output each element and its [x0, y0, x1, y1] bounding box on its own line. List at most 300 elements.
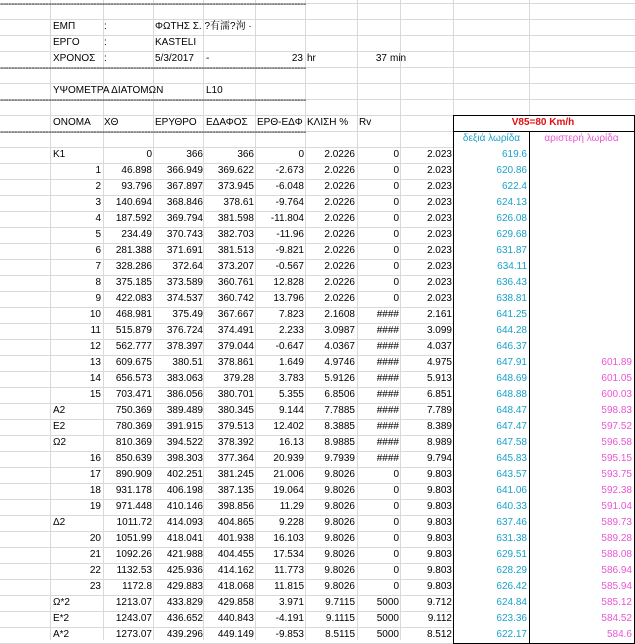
rv-value: 0	[393, 197, 399, 208]
station-name: Ω2	[53, 437, 67, 448]
rv-value: 0	[393, 213, 399, 224]
hours-value: 23	[291, 53, 303, 64]
left-lane-speed	[530, 307, 632, 323]
slope-value: 2.0226	[324, 165, 355, 176]
chainage-value: 1051.99	[115, 533, 152, 544]
station-number: 21	[89, 549, 101, 560]
difference-value: 5.355	[278, 389, 304, 400]
slope-value: 9.8026	[324, 501, 355, 512]
red-elevation-value: 406.198	[166, 485, 203, 496]
difference-value: 17.534	[273, 549, 304, 560]
chainage-value: 93.796	[121, 181, 152, 192]
red-elevation-value: 369.794	[166, 213, 203, 224]
left-lane-speed: 592.38	[601, 485, 632, 496]
left-lane-speed: 596.58	[601, 437, 632, 448]
chainage-value: 1011.72	[116, 517, 152, 528]
right-lane-speed: 634.11	[497, 261, 527, 272]
rounded-slope-value: 8.512	[426, 629, 452, 640]
right-lane-speed: 631.87	[496, 245, 527, 256]
ground-elevation-value: 418.068	[217, 581, 254, 592]
difference-value: -9.821	[275, 245, 304, 256]
left-lane-speed: 589.73	[601, 517, 632, 528]
station-name: A2	[53, 405, 66, 416]
station-number: 4	[95, 213, 101, 224]
right-lane-speed: 637.46	[496, 517, 527, 528]
difference-value: 11.773	[274, 565, 304, 576]
chainage-value: 850.639	[115, 453, 152, 464]
left-lane-speed: 585.12	[601, 597, 632, 608]
rounded-slope-value: 9.803	[426, 565, 452, 576]
rounded-slope-value: 9.794	[426, 453, 452, 464]
slope-value: 7.7885	[324, 405, 355, 416]
red-elevation-value: 373.589	[166, 277, 203, 288]
hours-label: hr	[307, 53, 316, 64]
rounded-slope-value: 9.112	[427, 613, 452, 624]
station-number: 18	[89, 485, 101, 496]
rounded-slope-value: 2.023	[426, 245, 452, 256]
right-lane-speed: 640.33	[496, 501, 527, 512]
left-lane-speed: 585.94	[601, 581, 632, 592]
chainage-value: 422.083	[115, 293, 152, 304]
rounded-slope-value: 4.037	[426, 341, 452, 352]
station-number	[53, 627, 101, 643]
ground-elevation-value: 378.392	[217, 437, 254, 448]
left-lane-speed	[530, 163, 632, 179]
left-lane-speed	[530, 339, 632, 355]
right-lane-speed: 641.25	[496, 309, 527, 320]
red-elevation-value: 368.846	[166, 197, 203, 208]
left-lane-speed: 593.75	[601, 469, 632, 480]
rounded-slope-value: 6.851	[426, 389, 452, 400]
right-lane-speed: 647.58	[496, 437, 527, 448]
difference-value: -9.853	[275, 629, 304, 640]
speed-header	[454, 115, 632, 131]
ground-elevation-value: 404.455	[217, 549, 254, 560]
xronos-colon: :	[104, 53, 107, 64]
rounded-slope-value: 2.023	[426, 229, 452, 240]
station-number	[53, 403, 101, 419]
rv-value: 5000	[376, 629, 399, 640]
right-lane-speed: 624.84	[496, 597, 527, 608]
slope-value: 2.0226	[324, 149, 355, 160]
station-number: 16	[89, 453, 101, 464]
right-lane-speed: 626.42	[496, 581, 527, 592]
difference-value: 20.939	[273, 453, 304, 464]
station-number: 23	[89, 581, 101, 592]
station-number: 6	[95, 245, 101, 256]
ground-elevation-value: 366	[237, 149, 254, 160]
rounded-slope-value: 9.803	[426, 517, 452, 528]
rv-value: ####	[376, 421, 399, 432]
minutes-value: 37	[375, 53, 387, 64]
slope-value: 9.8026	[324, 533, 355, 544]
ground-elevation-value: 380.345	[217, 405, 254, 416]
emp-label: ΕΜΠ	[53, 21, 76, 32]
station-number	[53, 595, 101, 611]
rounded-slope-value: 2.023	[426, 213, 452, 224]
right-lane-speed: 636.43	[496, 277, 527, 288]
slope-value: 6.8506	[324, 389, 355, 400]
difference-value: 3.971	[278, 597, 304, 608]
chainage-value: 1243.07	[115, 613, 152, 624]
ergo-value: KASTELI	[155, 37, 197, 48]
right-lane-speed: 647.47	[496, 421, 527, 432]
rv-value: 5000	[376, 597, 399, 608]
station-number: 13	[89, 357, 101, 368]
ground-elevation-value: 380.701	[217, 389, 254, 400]
chainage-value: 468.981	[115, 309, 152, 320]
red-elevation-value: 418.041	[166, 533, 203, 544]
slope-value: 9.7115	[325, 597, 355, 608]
right-lane-speed: 620.86	[496, 165, 527, 176]
xronos-date: 5/3/2017	[155, 53, 194, 64]
ground-elevation-value: 369.622	[217, 165, 254, 176]
chainage-value: 328.286	[115, 261, 152, 272]
slope-value: 9.8026	[324, 565, 355, 576]
column-header: ΕΡΘ-ΕΔΦ	[257, 117, 303, 128]
left-lane-speed	[530, 259, 632, 275]
ground-elevation-value: 379.28	[223, 373, 254, 384]
rounded-slope-value: 2.023	[426, 197, 452, 208]
xronos-dash: -	[206, 53, 210, 64]
ground-elevation-value: 414.162	[217, 565, 254, 576]
right-lane-speed: 629.68	[496, 229, 527, 240]
rv-value: ####	[376, 373, 399, 384]
left-lane-speed: 591.04	[601, 501, 632, 512]
difference-value: 11.815	[274, 581, 304, 592]
minutes-label: min	[390, 53, 407, 64]
chainage-value: 609.675	[115, 357, 152, 368]
right-lane-speed: 619.6	[501, 149, 527, 160]
ground-elevation-value: 360.742	[217, 293, 254, 304]
rounded-slope-value: 2.023	[426, 165, 452, 176]
slope-value: 9.8026	[324, 517, 355, 528]
rv-value: ####	[376, 453, 399, 464]
lane-right-header: δεξιά λωρίδα	[462, 133, 521, 144]
right-lane-speed: 648.88	[496, 389, 527, 400]
rounded-slope-value: 2.023	[426, 149, 452, 160]
dashed-separator: ------------------------------------------------------------------------------------------------------------	[0, 95, 306, 106]
difference-value: -4.191	[275, 613, 304, 624]
red-elevation-value: 436.652	[166, 613, 203, 624]
ground-elevation-value: 373.945	[217, 181, 254, 192]
rounded-slope-value: 2.161	[426, 309, 452, 320]
red-elevation-value: 394.522	[166, 437, 203, 448]
left-lane-speed: 595.15	[601, 453, 632, 464]
rv-value: 0	[393, 293, 399, 304]
ground-elevation-value: 404.865	[217, 517, 254, 528]
difference-value: 12.402	[273, 421, 304, 432]
slope-value: 2.0226	[324, 181, 355, 192]
rv-value: 0	[393, 229, 399, 240]
rounded-slope-value: 9.803	[426, 485, 452, 496]
red-elevation-value: 383.063	[166, 373, 203, 384]
left-lane-speed: 600.03	[601, 389, 632, 400]
chainage-value: 187.592	[115, 213, 152, 224]
rounded-slope-value: 8.989	[426, 437, 452, 448]
left-lane-speed	[530, 243, 632, 259]
difference-value: -6.048	[275, 181, 304, 192]
slope-value: 4.9746	[324, 357, 355, 368]
ground-elevation-value: 387.135	[217, 485, 254, 496]
station-name: Ω*2	[53, 597, 70, 608]
slope-value: 9.8026	[324, 549, 355, 560]
station-number: 22	[89, 565, 101, 576]
red-elevation-value: 421.988	[166, 549, 203, 560]
difference-value: -9.764	[275, 197, 304, 208]
rounded-slope-value: 2.023	[426, 181, 452, 192]
ground-elevation-value: 374.491	[217, 325, 254, 336]
right-lane-speed: 622.17	[496, 629, 527, 640]
difference-value: 11.29	[279, 501, 304, 512]
left-lane-speed: 601.89	[601, 357, 632, 368]
red-elevation-value: 389.489	[166, 405, 203, 416]
slope-value: 4.0367	[324, 341, 355, 352]
column-header: ΧΘ	[104, 117, 119, 128]
rv-value: ####	[376, 437, 399, 448]
slope-value: 5.9126	[324, 373, 355, 384]
difference-value: 16.13	[278, 437, 304, 448]
right-lane-speed: 623.36	[496, 613, 527, 624]
slope-value: 2.0226	[324, 213, 355, 224]
red-elevation-value: 398.303	[166, 453, 203, 464]
rv-value: 0	[393, 469, 399, 480]
station-number: 5	[95, 229, 101, 240]
column-header: ΚΛΙΣΗ %	[307, 117, 349, 128]
red-elevation-value: 374.537	[166, 293, 203, 304]
chainage-value: 780.369	[115, 421, 152, 432]
red-elevation-value: 391.915	[166, 421, 203, 432]
ground-elevation-value: 378.61	[223, 197, 254, 208]
chainage-value: 971.448	[115, 501, 152, 512]
ground-elevation-value: 429.858	[217, 597, 254, 608]
station-number	[53, 435, 101, 451]
rv-value: 0	[393, 245, 399, 256]
difference-value: 2.233	[278, 325, 304, 336]
rounded-slope-value: 9.803	[426, 549, 452, 560]
rounded-slope-value: 7.789	[426, 405, 452, 416]
red-elevation-value: 429.883	[166, 581, 203, 592]
rv-value: 0	[393, 533, 399, 544]
rv-value: ####	[376, 309, 399, 320]
rv-value: 0	[393, 181, 399, 192]
rounded-slope-value: 9.712	[426, 597, 452, 608]
red-elevation-value: 386.056	[166, 389, 203, 400]
ergo-label: ΕΡΓΟ	[53, 37, 80, 48]
left-lane-speed: 601.05	[601, 373, 632, 384]
rounded-slope-value: 2.023	[426, 277, 452, 288]
right-lane-speed: 622.4	[501, 181, 527, 192]
chainage-value: 931.178	[115, 485, 152, 496]
station-number: 10	[89, 309, 101, 320]
station-number	[53, 147, 101, 163]
slope-value: 9.7939	[324, 453, 355, 464]
station-number: 7	[95, 261, 101, 272]
red-elevation-value: 367.897	[166, 181, 203, 192]
left-lane-speed: 584.6	[606, 629, 632, 640]
chainage-value: 515.879	[115, 325, 152, 336]
section-label: ΥΨΟΜΕΤΡΑ ΔΙΑΤΟΜΩΝ	[53, 85, 164, 96]
ground-elevation-value: 377.364	[217, 453, 254, 464]
difference-value: -11.804	[270, 213, 304, 224]
red-elevation-value: 376.724	[166, 325, 203, 336]
difference-value: 21.006	[273, 469, 304, 480]
rv-value: 0	[393, 581, 399, 592]
right-lane-speed: 646.37	[496, 341, 527, 352]
red-elevation-value: 371.691	[166, 245, 203, 256]
difference-value: 1.649	[278, 357, 304, 368]
rv-value: 0	[393, 549, 399, 560]
chainage-value: 810.369	[115, 437, 152, 448]
ground-elevation-value: 398.856	[217, 501, 254, 512]
station-name: Δ2	[53, 517, 66, 528]
rv-value: 0	[393, 149, 399, 160]
station-name: E2	[53, 421, 66, 432]
emp-value: ΦΩΤΗΣ Σ. ?有濡?洵 ·	[155, 21, 252, 32]
rounded-slope-value: 8.389	[426, 421, 452, 432]
slope-value: 2.0226	[324, 261, 355, 272]
right-lane-speed: 643.57	[496, 469, 527, 480]
red-elevation-value: 433.829	[166, 597, 203, 608]
speed-header-text: V85=80 Km/h	[511, 117, 575, 128]
left-lane-speed	[530, 275, 632, 291]
chainage-value: 562.777	[115, 341, 152, 352]
station-number	[53, 419, 101, 435]
right-lane-speed: 626.08	[496, 213, 527, 224]
station-number: 19	[89, 501, 101, 512]
right-lane-speed: 638.81	[496, 293, 527, 304]
difference-value: 3.783	[278, 373, 304, 384]
red-elevation-value: 370.743	[166, 229, 203, 240]
difference-value: -0.647	[275, 341, 304, 352]
right-lane-speed: 631.38	[496, 533, 527, 544]
difference-value: 12.828	[273, 277, 304, 288]
column-header: ΕΡΥΘΡΟ	[155, 117, 197, 128]
chainage-value: 656.573	[115, 373, 152, 384]
difference-value: 9.144	[278, 405, 304, 416]
difference-value: 9.228	[278, 517, 304, 528]
section-code: L10	[206, 85, 223, 96]
chainage-value: 375.185	[115, 277, 152, 288]
rv-value: 0	[393, 501, 399, 512]
slope-value: 9.8026	[324, 485, 355, 496]
left-lane-speed: 589.28	[601, 533, 632, 544]
right-lane-speed: 645.83	[496, 453, 527, 464]
difference-value: 19.064	[273, 485, 304, 496]
difference-value: -0.567	[275, 261, 304, 272]
station-number: 9	[95, 293, 101, 304]
ground-elevation-value: 378.861	[217, 357, 254, 368]
ergo-colon: :	[104, 37, 107, 48]
left-lane-speed: 588.08	[601, 549, 632, 560]
left-lane-speed	[530, 291, 632, 307]
left-lane-speed: 586.94	[601, 565, 632, 576]
right-lane-speed: 648.69	[496, 373, 527, 384]
rv-value: 0	[393, 277, 399, 288]
chainage-value: 140.694	[115, 197, 152, 208]
right-lane-speed: 648.47	[496, 405, 527, 416]
ground-elevation-value: 367.667	[217, 309, 254, 320]
left-lane-speed	[530, 179, 632, 195]
rv-value: 5000	[376, 613, 399, 624]
rounded-slope-value: 9.803	[426, 501, 452, 512]
rounded-slope-value: 4.975	[426, 357, 452, 368]
right-lane-speed: 647.91	[496, 357, 527, 368]
ground-elevation-value: 381.598	[217, 213, 254, 224]
red-elevation-value: 378.397	[166, 341, 203, 352]
station-number: 1	[95, 165, 101, 176]
left-lane-speed: 584.52	[601, 613, 632, 624]
column-header: ΕΔΑΦΟΣ	[206, 117, 248, 128]
slope-value: 3.0987	[324, 325, 355, 336]
chainage-value: 281.388	[115, 245, 152, 256]
rounded-slope-value: 9.803	[426, 469, 452, 480]
red-elevation-value: 425.936	[166, 565, 203, 576]
station-number: 17	[89, 469, 101, 480]
rounded-slope-value: 9.803	[426, 533, 452, 544]
left-lane-speed	[530, 211, 632, 227]
ground-elevation-value: 401.938	[217, 533, 254, 544]
dashed-separator: ------------------------------------------------------------------------------------------------------------	[0, 0, 306, 10]
station-number	[53, 515, 101, 531]
difference-value: 16.103	[273, 533, 304, 544]
station-number: 20	[89, 533, 101, 544]
chainage-value: 46.898	[121, 165, 152, 176]
left-lane-speed	[530, 195, 632, 211]
column-gridline	[357, 0, 358, 640]
chainage-value: 890.909	[115, 469, 152, 480]
left-lane-speed	[530, 147, 632, 163]
rv-value: 0	[393, 261, 399, 272]
slope-value: 8.9885	[324, 437, 355, 448]
station-name: E*2	[53, 613, 70, 624]
column-gridline	[400, 0, 401, 640]
station-number	[53, 611, 101, 627]
station-name: K1	[53, 149, 66, 160]
ground-elevation-value: 373.207	[217, 261, 254, 272]
column-header: Rv	[359, 117, 372, 128]
station-number: 15	[89, 389, 101, 400]
ground-elevation-value: 449.149	[217, 629, 254, 640]
dashed-separator: ------------------------------------------------------------------------------------------------------------	[0, 127, 306, 138]
slope-value: 2.0226	[324, 197, 355, 208]
ground-elevation-value: 440.843	[217, 613, 254, 624]
chainage-value: 1273.07	[115, 629, 152, 640]
ground-elevation-value: 382.703	[217, 229, 254, 240]
rounded-slope-value: 3.099	[426, 325, 452, 336]
slope-value: 2.0226	[324, 293, 355, 304]
red-elevation-value: 366	[186, 149, 203, 160]
station-number: 11	[90, 325, 101, 336]
slope-value: 2.0226	[324, 245, 355, 256]
red-elevation-value: 375.49	[172, 309, 203, 320]
chainage-value: 1132.53	[116, 565, 152, 576]
difference-value: 0	[298, 149, 304, 160]
emp-colon: :	[104, 21, 107, 32]
chainage-value: 1092.26	[115, 549, 152, 560]
red-elevation-value: 402.251	[166, 469, 203, 480]
rv-value: 0	[393, 485, 399, 496]
station-number: 3	[95, 197, 101, 208]
chainage-value: 703.471	[115, 389, 152, 400]
slope-value: 9.8026	[324, 581, 355, 592]
left-lane-speed: 597.52	[601, 421, 632, 432]
difference-value: 13.796	[273, 293, 304, 304]
left-lane-speed	[530, 227, 632, 243]
slope-value: 9.1115	[325, 613, 355, 624]
chainage-value: 234.49	[121, 229, 152, 240]
rv-value: 0	[393, 517, 399, 528]
